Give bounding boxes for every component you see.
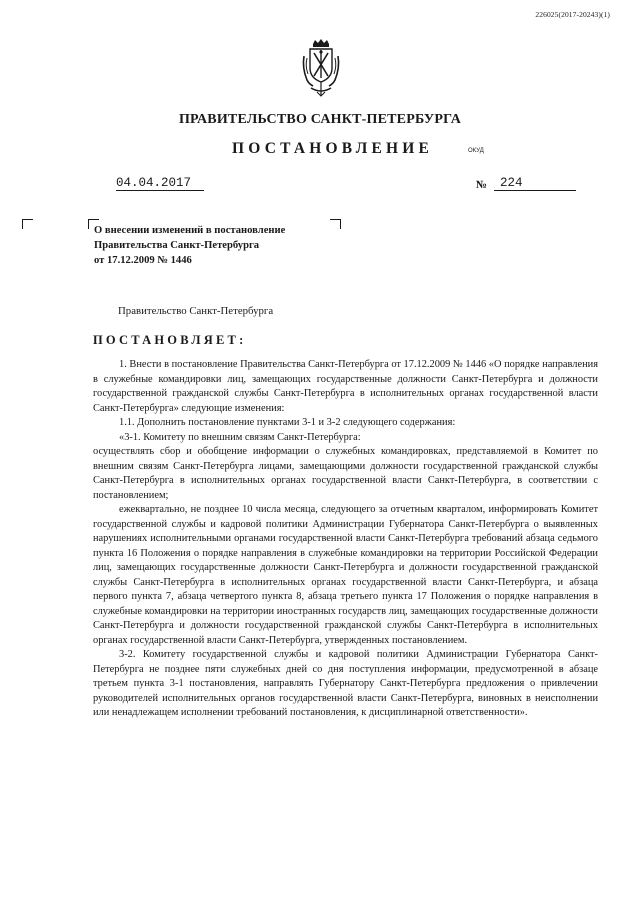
government-title: ПРАВИТЕЛЬСТВО САНКТ-ПЕТЕРБУРГА (178, 112, 462, 127)
document-type-title: ПОСТАНОВЛЕНИЕ (232, 140, 434, 157)
issuer: Правительство Санкт-Петербурга (118, 305, 274, 317)
document-registration-number: 226025(2017-20243)(1) (535, 10, 610, 19)
body-paragraph: 1. Внести в постановление Правительства Санкт-Петербурга от 17.12.2009 № 1446 «О порядке направления в служебные командировки лиц, замещающих государственные должности Санкт-Петербурга и должности государственной гражданской службы Санкт-Петербурга в исполнительных органах государственной власти Санкт-Петербурга» следующие изменения: (93, 359, 598, 414)
okud-label: ОКУД (468, 148, 484, 154)
saint-petersburg-coat-of-arms-icon (301, 38, 341, 98)
body-paragraph: 3-2. Комитету государственной службы и кадровой политики Администрации Губернатора Санкт-Петербурга не позднее пяти служебных дней со дня поступления информации, предусмотренной в абзаце третьем пункта 3-1 постановления, направлять Губернатору Санкт-Петербурга предложения о привлечении руководителей исполнительных органов государственной власти Санкт-Петербурга, виновных в неисполнении или ненадлежащем исполнении требований постановления, к дисциплинарной ответственности». (93, 649, 598, 718)
subject-line: О внесении изменений в постановление (94, 225, 286, 236)
document-number: 224 (494, 176, 576, 191)
body-paragraph: 1.1. Дополнить постановление пунктами 3-1 и 3-2 следующего содержания: (119, 417, 456, 428)
body-paragraph: «3-1. Комитету по внешним связям Санкт-Петербурга: (119, 431, 361, 443)
document-body (93, 358, 598, 721)
subject-line: Правительства Санкт-Петербурга (94, 240, 260, 251)
resolves-heading: ПОСТАНОВЛЯЕТ: (93, 333, 247, 347)
body-paragraph: ежеквартально, не позднее 10 числа месяца, следующего за отчетным кварталом, информировать Комитет государственной службы и кадровой политики Администрации Губернатора Санкт-Петербурга о выявленных нарушениях исполнительными органами государственной власти Санкт-Петербурга требований абзаца седьмого пункта 16 Положения о порядке направления в служебные командировки на территории Российской Федерации лиц, замещающих государственные должности Санкт-Петербурга и должности государственной гражданской службы Санкт-Петербурга в исполнительных органах государственной власти Санкт-Петербурга, и абзаца первого пункта 7, абзаца четвертого пункта 8, абзаца третьего пункта 17 Положения о порядке направления в служебные командировки на территории иностранных государств лиц, замещающих государственные должности Санкт-Петербурга и должности государственной гражданской службы Санкт-Петербурга в исполнительных органах государственной власти Санкт-Петербурга, утвержденных постановлением. (93, 504, 598, 646)
document-date: 04.04.2017 (116, 176, 204, 191)
subject-line: от 17.12.2009 № 1446 (94, 255, 192, 266)
number-label: № (476, 179, 488, 191)
body-paragraph: осуществлять сбор и обобщение информации о служебных командировках, представляемой в Комитет по внешним связям Санкт-Петербурга лицами, замещающими должности государственной гражданской службы Санкт-Петербурга в исполнительных органах государственной власти Санкт-Петербурга, в соответствии с постановлением; (93, 446, 598, 501)
corner-bracket-mark (22, 219, 33, 229)
document-subject (94, 223, 354, 268)
